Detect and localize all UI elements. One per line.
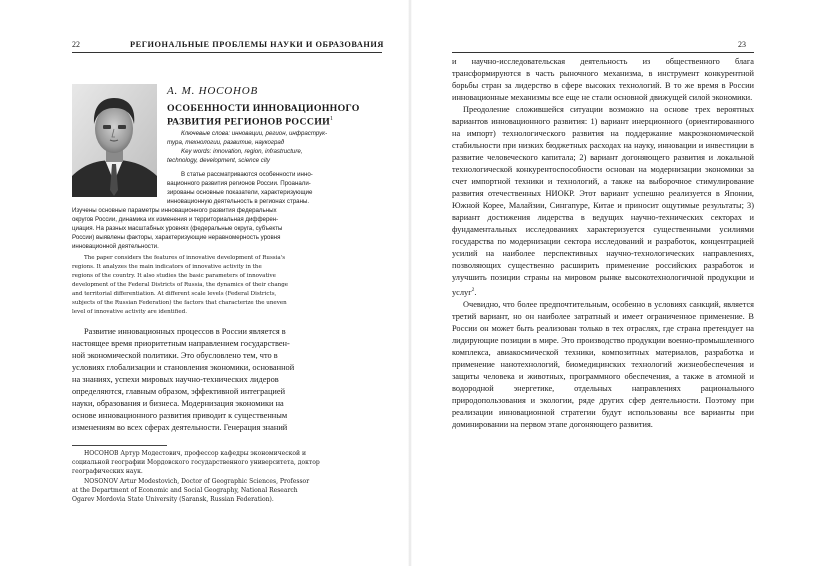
paragraph-2-end: .	[474, 287, 477, 297]
footnote-en-line: NOSONOV Artur Modestovich, Doctor of Geographic Sciences, Professor	[84, 478, 310, 485]
footnote-ru-line: географических наук.	[72, 468, 143, 475]
left-header-rule	[72, 52, 382, 53]
abstract-en-line: regions. It analyzes the main indicators of innovative activity in the	[72, 264, 262, 270]
footnote-ru-line: НОСОНОВ Артур Модестович, профессор кафедры экономической и	[84, 450, 307, 457]
abstract-ru-line: округов России, динамика их изменения и территориальная дифферен-	[72, 216, 279, 223]
abstract-en-line: The paper considers the features of innovative development of Russia's	[84, 255, 286, 261]
abstract-ru-line: В статье рассматриваются особенности инно-	[181, 171, 313, 178]
abstract-ru-line: зированы основные показатели, характеризующие	[167, 189, 313, 196]
keywords-en-line-2: technology, development, science city	[167, 157, 270, 164]
abstract-en-line: and territorial differentiation. At different scale levels (Federal Districts,	[72, 291, 277, 297]
abstract-ru-line: вационного развития регионов России. Проанали-	[167, 180, 311, 187]
footnote-en-line: at the Department of Economic and Social Geography, National Research	[72, 487, 298, 494]
paragraph-1: и научно-исследовательская деятельность из общественного блага трансформируются в часть рыночного механизма, в инструмент конкурентной борьбы стран за лидерство в сфере высоких технологий. В то же время в России инновационные механизмы все еще не стали основной движущей силой экономики.	[452, 57, 754, 102]
body-line: определяются, главным образом, эффективной интеграцией	[72, 387, 286, 396]
body-line: ной экономической политики. Это обусловлено тем, что в	[72, 351, 278, 360]
footnote-ru-line: социальной географии Мордовского государственного университета, доктор	[72, 459, 320, 466]
book-gutter	[408, 0, 412, 566]
abstract-ru-line: Изучены основные параметры инновационного развития федеральных	[72, 207, 277, 214]
article-title	[167, 103, 387, 127]
keywords-ru-line-2: тура, технологии, развитие, наукоград	[167, 139, 285, 146]
abstract-en-line: development of the Federal Districts of Russia, the dynamics of their change	[72, 282, 289, 288]
abstract-en-line: subjects of the Russian Federation) the factors that characterize the uneven	[72, 300, 287, 306]
keywords-en-line-1: Key words: innovation, region, infrastructure,	[181, 148, 303, 155]
body-line: настоящее время приоритетным направлением государствен-	[72, 339, 290, 348]
right-page-body	[452, 56, 754, 431]
footnote-mark-2: 2	[471, 287, 475, 293]
body-line: основе инновационного развития приводит к существенным	[72, 411, 288, 420]
abstract-ru-line: инновационную деятельность в регионах страны.	[167, 198, 310, 205]
journal-running-title: РЕГИОНАЛЬНЫЕ ПРОБЛЕМЫ НАУКИ И ОБРАЗОВАНИЯ	[130, 40, 384, 49]
body-line: Развитие инновационных процессов в России является в	[84, 327, 286, 336]
keywords-ru-line-1: Ключевые слова: инновации, регион, инфраструк-	[181, 130, 328, 137]
author-photo	[72, 84, 157, 197]
paragraph-2-text: Преодоление сложившейся ситуации возможно на основе трех вероятных вариантов инновационного развития: 1) вариант инерционного (ориентированного на импорт) технологического развития на поддержание макроэкономической стабильности при низких бюджетных расходах на науку, инновации и инвестиции в развитие человеческого капитала; 2) вариант догоняющего развития и локальной технологической конкурентоспособности основан на модернизации экономики за счет импортной техники и технологий, а также на выборочное стимулирование развития отечественных НИОКР. Этот вариант успешно реализуется в Японии, Южной Корее, Малайзии, Сингапуре, Китае и приносит ощутимые результаты; 3) вариант достижения лидерства в ведущих научно-технических секторах и фундаментальных исследованиях характеризуется существенными усилиями государства по модернизации сектора исследований и разработок, концентрацией усилий на наиболее перспективных научно-технологических направлениях, позволяющих существенно расширить применение российских разработок и улучшить позиции страны на мировом рынке высокотехнологичной продукции и услуг	[452, 105, 754, 297]
body-line: на знаниях, успехи мировых научно-технических лидеров	[72, 375, 279, 384]
abstract-ru-line: циация. На разных масштабных уровнях (федеральные округа, субъекты	[72, 225, 283, 232]
title-footnote-mark: 1	[330, 116, 334, 122]
left-page-number: 22	[72, 40, 80, 49]
body-line: изменениям во всех сферах деятельности. Генерация знаний	[72, 423, 288, 432]
abstract-en-line: regions of the country. It also studies the basic parameters of innovative	[72, 273, 276, 279]
body-line: науки, образования и бизнеса. Модернизация экономики на	[72, 399, 284, 408]
abstract-ru-line: России) выявлены факторы, характеризующие неравномерность уровня	[72, 234, 281, 241]
author-name: А. М. НОСОНОВ	[167, 85, 259, 97]
footnote-en-line: Ogarev Mordovia State University (Saransk, Russian Federation).	[72, 496, 274, 503]
article-title-line-1: ОСОБЕННОСТИ ИННОВАЦИОННОГО	[167, 103, 360, 114]
paragraph-3: Очевидно, что более предпочтительным, особенно в условиях санкций, является третий вариант, но он наиболее затратный и имеет ограниченное применение. В России он может быть реализован только в тех отраслях, где страна претендует на лидирующие позиции в мире. Это производство продукции военно-промышленного комплекса, авиакосмической техники, композитных материалов, разработка и применение нанотехнологий, биомедицинских технологий жизнеобеспечения и защиты человека и животных, программного обеспечения, а также в атомной и водородной энергетике, отдельных направлениях рационального природопользования и экологии, ряде других сфер деятельности. Поэтому при реализации инновационной стратегии будут использованы все варианты при доминировании на первом этапе догоняющего развития.	[452, 299, 754, 429]
abstract-ru-line: инновационной деятельности.	[72, 243, 159, 250]
article-title-line-2: РАЗВИТИЯ РЕГИОНОВ РОССИИ	[167, 116, 331, 128]
right-page-number: 23	[738, 40, 746, 49]
paragraph-2	[452, 104, 754, 299]
abstract-en-line: level of innovative activity are identified.	[72, 309, 187, 315]
right-header-rule	[452, 52, 754, 53]
footnote-rule	[72, 445, 167, 446]
body-line: условиях глобализации и становления экономики, основанной	[72, 363, 295, 372]
